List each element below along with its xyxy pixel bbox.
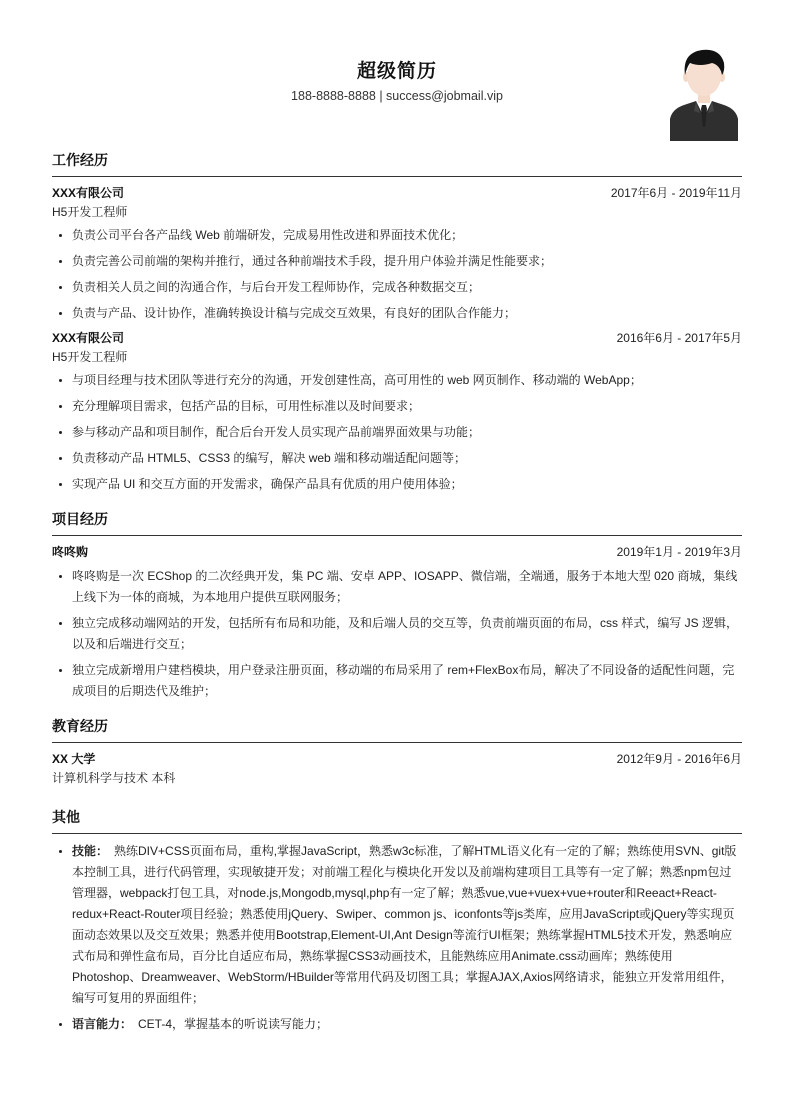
bullet-list <box>52 566 742 702</box>
section-title: 工作经历 <box>52 150 742 177</box>
list-item: • 咚咚购是一次 ECShop 的二次经典开发，集 PC 端、安卓 APP、IOSAPP、微信端，全端通，服务于本地大型 020 商城，集线上线下为一体的商城，为本地用户提供互联网服务； <box>72 566 742 608</box>
list-item: • 负责公司平台各产品线 Web 前端研发，完成易用性改进和界面技术优化； <box>72 225 742 246</box>
contact-info: 188-8888-8888 | success@jobmail.vip <box>291 89 503 103</box>
list-item: • 负责与产品、设计协作，准确转换设计稿与完成交互效果，有良好的团队合作能力； <box>72 303 742 324</box>
avatar-photo <box>670 47 738 141</box>
list-item: • 独立完成新增用户建档模块，用户登录注册页面，移动端的布局采用了 rem+FlexBox布局，解决了不同设备的适配性问题，完成项目的后期迭代及维护； <box>72 660 742 702</box>
language-label: 语言能力： <box>72 1017 133 1031</box>
date-range: 2017年6月 - 2019年11月 <box>610 186 742 200</box>
entry-header <box>52 329 742 348</box>
project-experience-section <box>52 509 742 702</box>
section-title: 教育经历 <box>52 716 742 743</box>
school-name: XX 大学 <box>52 752 96 766</box>
major-degree: 计算机科学与技术 本科 <box>52 771 176 785</box>
bullet-list <box>52 225 742 324</box>
date-range: 2012年9月 - 2016年6月 <box>616 752 742 766</box>
resume-header <box>52 0 742 150</box>
work-experience-section <box>52 150 742 495</box>
list-item: • 负责完善公司前端的架构并推行，通过各种前端技术手段，提升用户体验并满足性能要求； <box>72 251 742 272</box>
list-item <box>72 1014 742 1035</box>
bullet-list <box>52 841 742 1035</box>
list-item: • 负责移动产品 HTML5、CSS3 的编写，解决 web 端和移动端适配问题等； <box>72 448 742 469</box>
entry-header <box>52 543 742 562</box>
other-section <box>52 807 742 1035</box>
entry-header <box>52 184 742 203</box>
skills-label: 技能： <box>72 844 109 858</box>
bullet-list <box>52 370 742 495</box>
list-item: • 负责相关人员之间的沟通合作，与后台开发工程师协作，完成各种数据交互； <box>72 277 742 298</box>
list-item: • 充分理解项目需求，包括产品的目标，可用性标准以及时间要求； <box>72 396 742 417</box>
date-range: 2019年1月 - 2019年3月 <box>616 545 742 559</box>
section-title: 其他 <box>52 807 742 834</box>
skills-text: 熟练DIV+CSS页面布局，重构,掌握JavaScript，熟悉w3c标准，了解HTML语义化有一定的了解；熟练使用SVN、git版本控制工具，进行代码管理，实现敏捷开发；对前端工程化与模块化开发以及前端构建项目工具等有一定了解；熟悉npm包过管理器，webpack打包工具，对node.js,Mongodb,mysql,php有一定了解；熟悉vue,vue+vuex+vue+router和Reeact+React-redux+React-Router项目经验；熟悉使用jQuery、Swiper、common js、iconfonts等js类库，应用JavaScript或jQuery等实现页面动态效果以及交互效果；熟悉并使用Bootstrap,Element-UI,Ant Design等流行UI框架；熟练掌握HTML5技术开发，熟悉响应式布局和弹性盒布局，百分比自适应布局，熟练掌握CSS3动画技术，且能熟练应用Animate.css动画库；熟练使用Photoshop、Dreamweaver、WebStorm/HBuilder等常用代码及切图工具；掌握AJAX,Axios网络请求，能独立开发常用组件，编写可复用的界面组件； <box>72 844 737 1005</box>
list-item: • 与项目经理与技术团队等进行充分的沟通，开发创建性高，高可用性的 web 网页制作、移动端的 WebApp； <box>72 370 742 391</box>
language-text: CET-4，掌握基本的听说读写能力； <box>138 1017 329 1031</box>
work-entry <box>52 329 742 495</box>
entry-header <box>52 750 742 769</box>
project-name: 咚咚购 <box>52 545 89 559</box>
job-title: H5开发工程师 <box>52 205 128 219</box>
list-item: • 实现产品 UI 和交互方面的开发需求，确保产品具有优质的用户使用体验； <box>72 474 742 495</box>
education-entry <box>52 750 742 791</box>
list-item: • 独立完成移动端网站的开发，包括所有布局和功能，及和后端人员的交互等，负责前端页面的布局，css 样式，编写 JS 逻辑，以及和后端进行交互； <box>72 613 742 655</box>
section-title: 项目经历 <box>52 509 742 536</box>
company-name: XXX有限公司 <box>52 186 125 200</box>
list-item: • 参与移动产品和项目制作，配合后台开发人员实现产品前端界面效果与功能； <box>72 422 742 443</box>
job-title: H5开发工程师 <box>52 350 128 364</box>
date-range: 2016年6月 - 2017年5月 <box>616 331 742 345</box>
company-name: XXX有限公司 <box>52 331 125 345</box>
list-item <box>72 841 742 1009</box>
project-entry <box>52 543 742 702</box>
candidate-name: 超级简历 <box>356 61 437 82</box>
education-section <box>52 716 742 791</box>
work-entry <box>52 184 742 324</box>
